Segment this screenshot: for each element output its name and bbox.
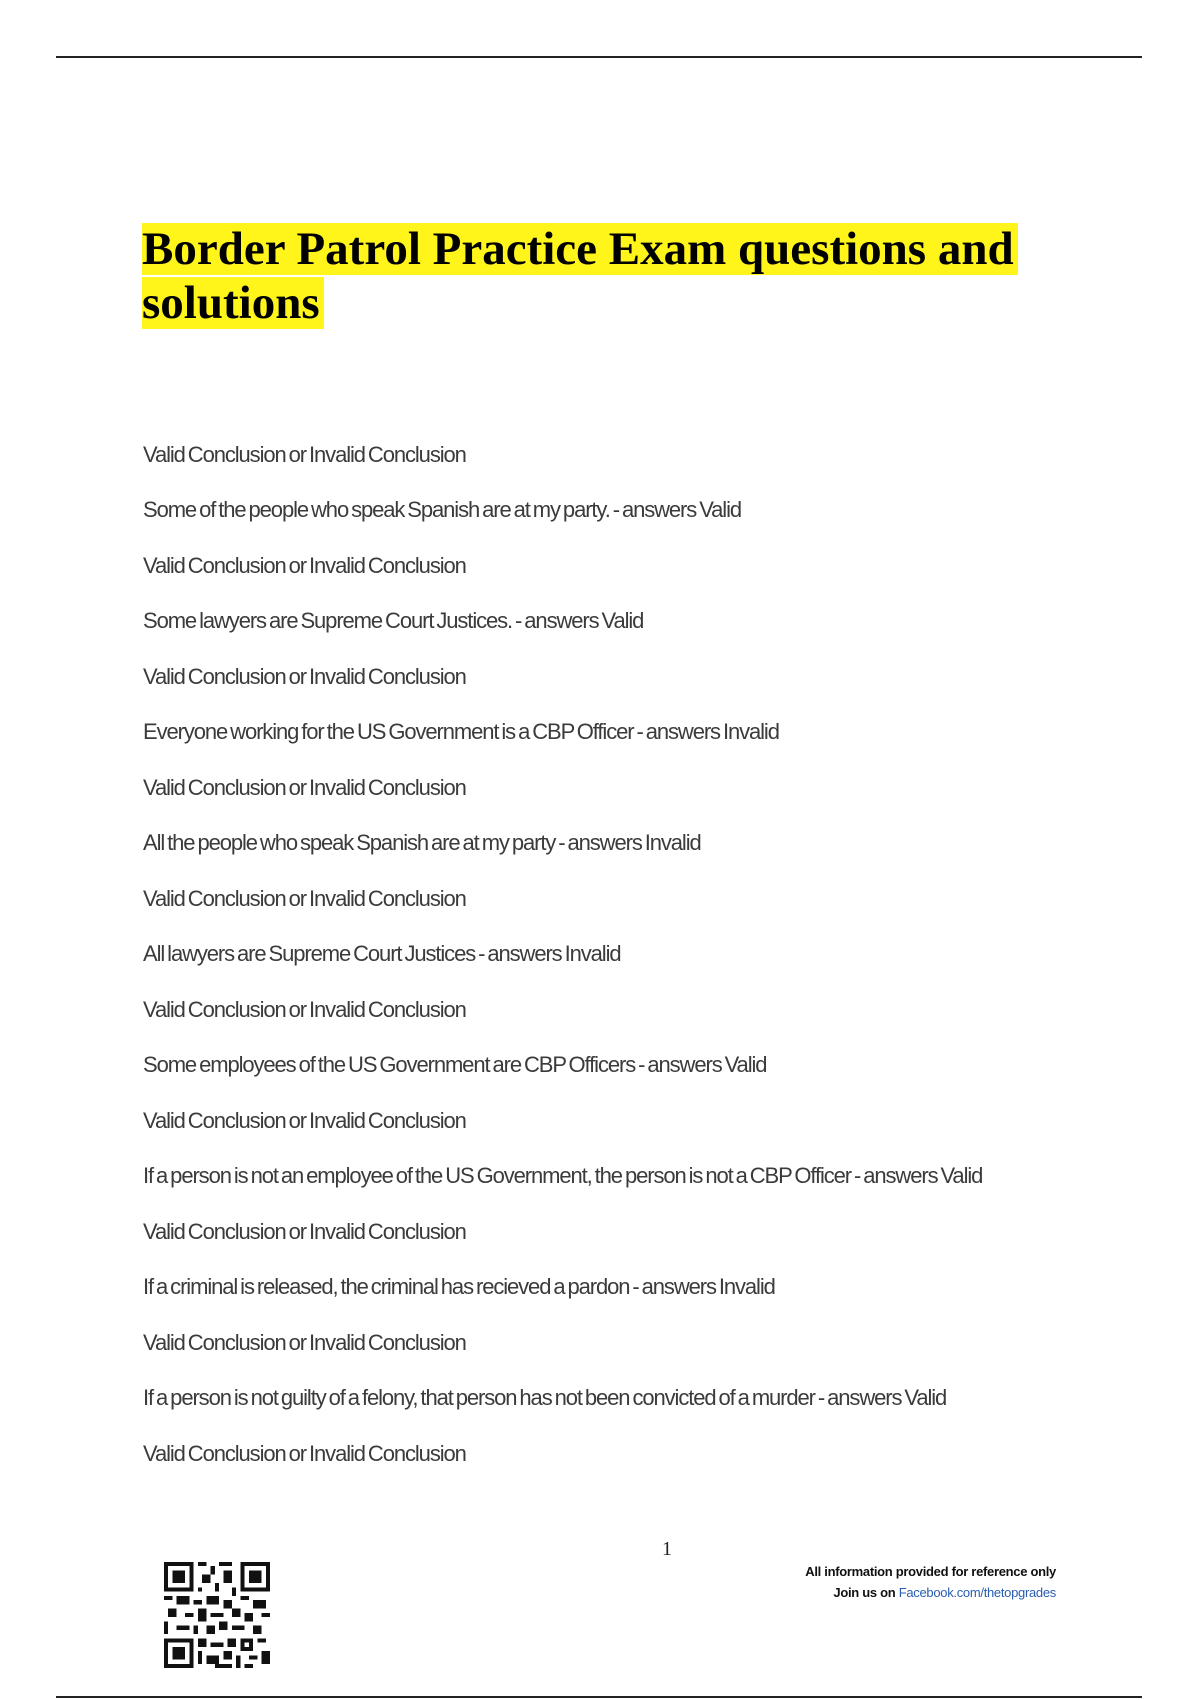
question-prompt: Valid Conclusion or Invalid Conclusion: [143, 1108, 466, 1133]
page-number: 1: [662, 1538, 672, 1560]
footer-note: [805, 1561, 1056, 1603]
question-answer: Some of the people who speak Spanish are at my party. - answers Valid: [143, 497, 741, 522]
question-prompt: Valid Conclusion or Invalid Conclusion: [143, 997, 466, 1022]
question-answer: Everyone working for the US Government is a CBP Officer - answers Invalid: [143, 719, 779, 744]
question-answer: If a person is not an employee of the US Government, the person is not a CBP Officer - answers Valid: [143, 1163, 983, 1188]
question-prompt: Valid Conclusion or Invalid Conclusion: [143, 553, 466, 578]
document-title: [142, 222, 1062, 330]
question-prompt: Valid Conclusion or Invalid Conclusion: [143, 664, 466, 689]
question-answer: If a criminal is released, the criminal has recieved a pardon - answers Invalid: [143, 1274, 775, 1299]
question-answer: If a person is not guilty of a felony, that person has not been convicted of a murder - answers Valid: [143, 1385, 947, 1410]
question-prompt: Valid Conclusion or Invalid Conclusion: [143, 886, 466, 911]
question-answer: All lawyers are Supreme Court Justices - answers Invalid: [143, 941, 621, 966]
join-line: [805, 1582, 1056, 1603]
header-rule: [56, 56, 1142, 58]
question-prompt: Valid Conclusion or Invalid Conclusion: [143, 442, 466, 467]
question-prompt: Valid Conclusion or Invalid Conclusion: [143, 1330, 466, 1355]
question-answer: Some employees of the US Government are CBP Officers - answers Valid: [143, 1052, 767, 1077]
question-prompt: Valid Conclusion or Invalid Conclusion: [143, 1441, 466, 1466]
question-list: [143, 441, 1043, 1495]
question-answer: All the people who speak Spanish are at my party - answers Invalid: [143, 830, 701, 855]
document-title-text: Border Patrol Practice Exam questions and solutions: [142, 223, 1018, 329]
question-prompt: Valid Conclusion or Invalid Conclusion: [143, 775, 466, 800]
qr-code-icon: [164, 1562, 270, 1668]
question-answer: Some lawyers are Supreme Court Justices. - answers Valid: [143, 608, 644, 633]
join-prefix: Join us on: [833, 1585, 896, 1600]
question-prompt: Valid Conclusion or Invalid Conclusion: [143, 1219, 466, 1244]
facebook-link[interactable]: Facebook.com/thetopgrades: [898, 1585, 1056, 1600]
footer-rule: [56, 1696, 1142, 1698]
disclaimer-text: All information provided for reference only: [805, 1564, 1056, 1579]
